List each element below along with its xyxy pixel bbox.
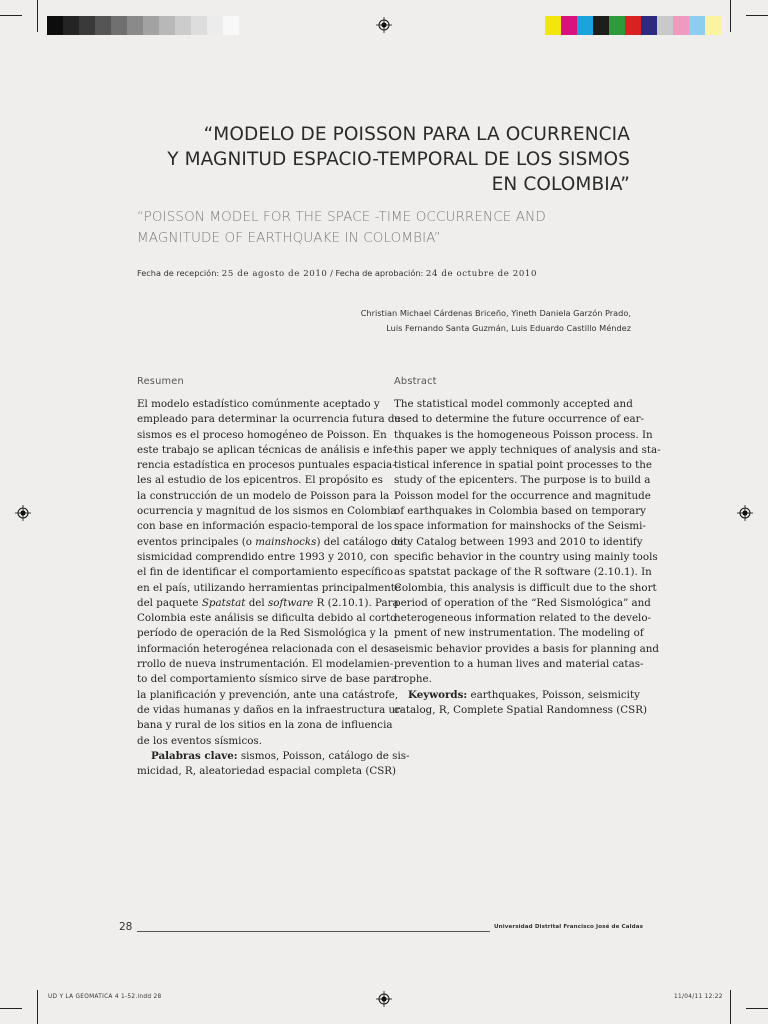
text-line: información heterogénea relacionada con el desa-	[137, 642, 399, 655]
text-line: empleado para determinar la ocurrencia futura de	[137, 413, 401, 426]
date-separator: /	[327, 268, 336, 278]
text-fragment: del	[245, 596, 268, 609]
color-swatch	[95, 16, 111, 35]
italic-term: Spatstat	[201, 596, 246, 609]
crop-mark	[746, 15, 768, 16]
color-swatch	[689, 16, 705, 35]
crop-mark	[0, 15, 22, 16]
text-line: el fin de identificar el comportamiento específico	[137, 566, 394, 579]
text-line: Colombia, this analysis is difficult due to the short	[394, 581, 657, 594]
author-list	[361, 306, 631, 335]
keywords-line: catalog, R, Complete Spatial Randomness (CSR)	[394, 703, 647, 716]
color-swatch	[577, 16, 593, 35]
text-line: of earthquakes in Colombia based on temporary	[394, 505, 646, 518]
text-line: this paper we apply techniques of analysis and sta-	[394, 443, 661, 456]
slug-timestamp: 11/04/11 12:22	[674, 994, 723, 1000]
text-line: de vidas humanas y daños en la infraestructura ur-	[137, 703, 404, 716]
resumen-heading: Resumen	[137, 376, 184, 387]
keywords-text: earthquakes, Poisson, seismicity	[467, 688, 640, 701]
crop-mark	[730, 0, 731, 32]
text-line: sismicidad comprendido entre 1993 y 2010, con	[137, 550, 389, 563]
page-number: 28	[119, 921, 133, 933]
author-line: Christian Michael Cárdenas Briceño, Yineth Daniela Garzón Prado,	[360, 308, 631, 318]
article-dates	[137, 268, 537, 279]
text-line: space information for mainshocks of the Seismi-	[394, 520, 646, 533]
text-line: Colombia este análisis se dificulta debido al corto	[137, 612, 397, 625]
registration-mark-icon	[376, 17, 392, 33]
text-line: period of operation of the “Red Sismológica” and	[394, 596, 651, 609]
registration-mark-icon	[376, 991, 392, 1007]
color-swatch	[159, 16, 175, 35]
crop-mark	[746, 1008, 768, 1009]
color-swatch	[175, 16, 191, 35]
color-swatch	[143, 16, 159, 35]
keywords-line	[394, 688, 640, 703]
color-swatch	[191, 16, 207, 35]
text-line: la construcción de un modelo de Poisson para la	[137, 489, 390, 502]
crop-mark	[730, 990, 731, 1024]
color-swatch	[47, 16, 63, 35]
color-swatch	[673, 16, 689, 35]
text-fragment: R (2.10.1). Para	[313, 596, 399, 609]
color-swatch	[609, 16, 625, 35]
crop-mark	[0, 1008, 22, 1009]
color-swatch	[127, 16, 143, 35]
keywords-text: sismos, Poisson, catálogo de sis-	[237, 749, 410, 762]
resumen-body	[137, 397, 410, 779]
text-line: rencia estadística en procesos puntuales espacia-	[137, 459, 396, 472]
color-swatch	[111, 16, 127, 35]
color-swatch	[79, 16, 95, 35]
text-line: study of the epicenters. The purpose is to build a	[394, 474, 651, 487]
keywords-label: Palabras clave:	[151, 749, 238, 762]
text-line: sismos es el proceso homogéneo de Poisson. En	[137, 428, 387, 441]
text-line: used to determine the future occurrence of ear-	[394, 413, 645, 426]
received-date: 25 de agosto de 2010	[221, 269, 328, 279]
text-line: este trabajo se aplican técnicas de análisis e infe-	[137, 443, 396, 456]
crop-mark	[37, 0, 38, 32]
text-line: city Catalog between 1993 and 2010 to identify	[394, 535, 643, 548]
footer-rule	[137, 931, 490, 932]
color-swatch	[657, 16, 673, 35]
text-fragment: del paquete	[137, 596, 202, 609]
text-line: período de operación de la Red Sismológica y la	[137, 627, 389, 640]
text-line: la planificación y prevención, ante una catástrofe,	[137, 688, 399, 701]
keywords-line: micidad, R, aleatoriedad espacial completa (CSR)	[137, 765, 397, 778]
text-line: con base en información espacio-temporal de los	[137, 520, 393, 533]
text-line: prevention to a human lives and material catas-	[394, 658, 644, 671]
registration-mark-icon	[737, 505, 753, 521]
keywords-line	[137, 749, 410, 764]
approved-label: Fecha de aprobación:	[335, 268, 426, 278]
subtitle-line: MAGNITUDE OF EARTHQUAKE IN COLOMBIA”	[137, 230, 441, 246]
text-fragment: ) del catálogo de	[316, 535, 404, 548]
text-line: pment of new instrumentation. The modeling of	[394, 627, 644, 640]
text-line: The statistical model commonly accepted and	[394, 398, 633, 410]
color-swatch	[705, 16, 721, 35]
color-swatch	[63, 16, 79, 35]
keywords-label: Keywords:	[408, 688, 468, 701]
text-line: bana y rural de los sitios en la zona de influencia	[137, 719, 393, 732]
article-title	[167, 122, 630, 197]
registration-mark-icon	[15, 505, 31, 521]
color-swatch	[625, 16, 641, 35]
received-label: Fecha de recepción:	[137, 268, 222, 278]
abstract-heading: Abstract	[394, 376, 437, 387]
title-line: EN COLOMBIA”	[491, 174, 630, 195]
text-line: thquakes is the homogeneous Poisson process. In	[394, 428, 653, 441]
grayscale-bar	[47, 16, 239, 35]
text-line: Poisson model for the occurrence and magnitude	[394, 489, 651, 502]
text-line: en el país, utilizando herramientas principalmente	[137, 581, 401, 594]
color-swatch	[593, 16, 609, 35]
color-swatch	[223, 16, 239, 35]
color-swatch	[561, 16, 577, 35]
text-line: seismic behavior provides a basis for planning and	[394, 642, 659, 655]
text-line	[137, 596, 399, 611]
slug-file-info: UD Y LA GEOMATICA 4 1-52.indd 28	[48, 994, 162, 1000]
text-line: ocurrencia y magnitud de los sismos en Colombia	[137, 505, 397, 518]
text-line: trophe.	[394, 673, 432, 686]
text-line: rrollo de nueva instrumentación. El modelamien-	[137, 658, 394, 671]
text-fragment: eventos principales (o	[137, 535, 256, 548]
text-line: de los eventos sísmicos.	[137, 734, 262, 747]
author-line: Luis Fernando Santa Guzmán, Luis Eduardo Castillo Méndez	[386, 322, 631, 333]
italic-term: software	[267, 596, 314, 609]
color-swatch	[545, 16, 561, 35]
text-line: heterogeneous information related to the develo-	[394, 612, 652, 625]
text-line: El modelo estadístico comúnmente aceptado y	[137, 398, 380, 410]
approved-date: 24 de octubre de 2010	[425, 269, 538, 279]
color-swatch	[641, 16, 657, 35]
abstract-body	[394, 397, 661, 718]
color-swatch	[207, 16, 223, 35]
text-line	[137, 535, 404, 550]
color-bar	[545, 16, 721, 35]
italic-term: mainshocks	[255, 535, 317, 548]
subtitle-line: “POISSON MODEL FOR THE SPACE -TIME OCCURRENCE AND	[137, 209, 546, 225]
footer-university: Universidad Distrital Francisco José de Caldas	[494, 924, 644, 930]
title-line: “MODELO DE POISSON PARA LA OCURRENCIA	[203, 124, 630, 145]
title-line: Y MAGNITUD ESPACIO-TEMPORAL DE LOS SISMOS	[167, 149, 630, 170]
text-line: as spatstat package of the R software (2.10.1). In	[394, 566, 652, 579]
text-line: specific behavior in the country using mainly tools	[394, 550, 658, 563]
crop-mark	[37, 990, 38, 1024]
article-subtitle	[137, 207, 637, 249]
text-line: les al estudio de los epicentros. El propósito es	[137, 474, 383, 487]
text-line: to del comportamiento sísmico sirve de base para	[137, 673, 397, 686]
text-line: tistical inference in spatial point processes to the	[394, 459, 652, 472]
